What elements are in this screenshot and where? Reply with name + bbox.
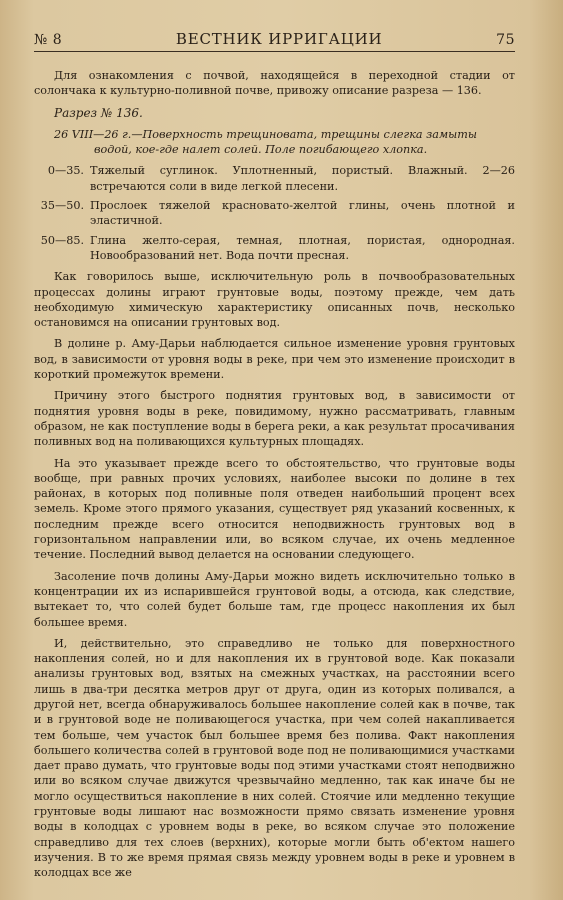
journal-title: ВЕСТНИК ИРРИГАЦИИ: [175, 30, 383, 48]
page-number: 75: [496, 32, 515, 48]
issue-number: № 8: [34, 32, 63, 48]
page-header: [34, 30, 515, 52]
layer-row: [34, 198, 515, 229]
section-subtitle-line-1: 26 VIII—26 г.—Поверхность трещиновата, трещины слегка замыты: [54, 127, 477, 141]
layer-depth: 50—85.: [40, 233, 84, 247]
layer-row: [34, 233, 515, 264]
body-paragraph: Причину этого быстрого поднятия грунтовых вод, в зависимости от поднятия уровня воды в реке, повидимому, нужно рассматривать, главным образом, не как поступление воды в берега реки, а как результат просачивания поливных вод на поливающихся культурных площадях.: [34, 389, 515, 449]
soil-layers: [34, 163, 515, 263]
section-subtitle-line-2: водой, кое-где налет солей. Поле погибающего хлопка.: [94, 143, 428, 157]
layer-description: Тяжелый суглинок. Уплотненный, пористый. Влажный. 2—26 встречаются соли в виде легкой плесени.: [90, 164, 515, 193]
section-heading: Разрез № 136.: [54, 105, 143, 120]
layer-description: Глина желто-серая, темная, плотная, пористая, однородная. Новообразований нет. Вода почти пресная.: [90, 233, 515, 262]
layer-depth: 0—35.: [47, 164, 84, 178]
layer-description: Прослоек тяжелой красновато-желтой глины, очень плотной и эластичной.: [90, 199, 515, 228]
layer-depth: 35—50.: [40, 199, 84, 213]
body-paragraph: Засоление почв долины Аму-Дарьи можно видеть исключительно только в концентрации их из испарившейся грунтовой воды, а отсюда, как следствие, вытекает то, что солей будет больше там, где процесс накопления их был большее время.: [34, 569, 515, 629]
body-paragraph: Как говорилось выше, исключительную роль в почвообразовательных процессах долины играют грунтовые воды, поэтому прежде, чем дать необходимую химическую характеристику описанных почв, несколько остановимся на описании грунтовых вод.: [34, 270, 515, 330]
body-paragraph: И, действительно, это справедливо не только для поверхностного накопления солей, но и для накопления их в грунтовой воде. Как показали анализы грунтовых вод, взятых на смежных участках, на расстоянии всего лишь в два-три десятка метров друг от друга, один из которых поливался, а другой нет, всегда обнаруживалось большее накопление солей как в почве, так и в грунтовой воде не поливающегося участка, при чем солей накапливается тем больше, чем участок был большее время без полива. Факт накопления большего количества солей в грунтовой воде под не поливающимися участками дает право думать, что грунтовые воды под этими участками стоят неподвижно или во всяком случае движутся чрезвычайно медленно, так как иначе бы не могло осуществиться накопление в них солей. Стоячие или медленно текущие грунтовые воды лишают нас возможности прямо связать изменение уровня воды в колодцах с уровнем воды в реке, во всяком случае это положение справедливо для тех слоев (верхних), которые могли быть об'ектом нашего изучения. В то же время прямая связь между уровнем воды в реке и уровнем в колодцах все же: [34, 636, 515, 880]
intro-paragraph: Для ознакомления с почвой, находящейся в переходной стадии от солончака к культурно-поливной почве, привожу описание разреза — 136.: [34, 69, 515, 98]
layer-row: [34, 163, 515, 194]
section-subtitle: [54, 127, 515, 158]
body-paragraph: На это указывает прежде всего то обстоятельство, что грунтовые воды вообще, при равных прочих условиях, наиболее высоки по долине в тех районах, в которых под поливные поля отведен наибольший процент всех земель. Кроме этого прямого указания, существует ряд указаний косвенных, к последним прежде всего относится неподвижность грунтовых вод в горизонтальном направлении или, во всяком случае, их очень медленное течение. Последний вывод делается на основании следующего.: [34, 456, 515, 562]
body-paragraph: В долине р. Аму-Дарьи наблюдается сильное изменение уровня грунтовых вод, в зависимости от уровня воды в реке, при чем это изменение происходит в короткий промежуток времени.: [34, 337, 515, 382]
